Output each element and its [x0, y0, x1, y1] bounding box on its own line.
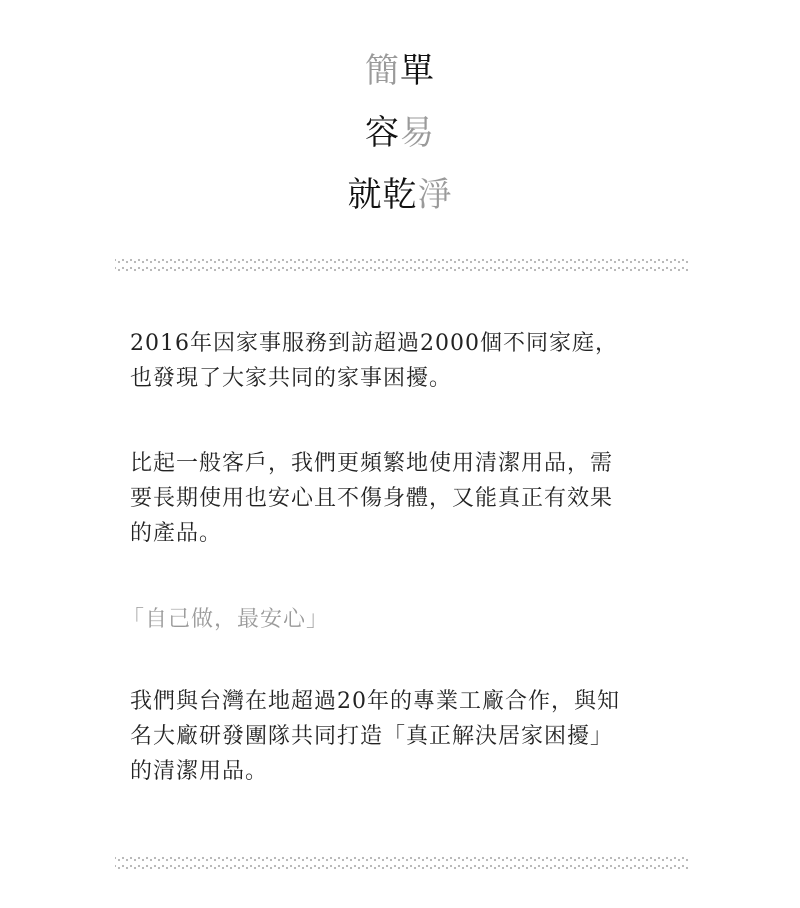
paragraph-needs	[130, 446, 690, 551]
paragraph-partnership	[130, 684, 690, 789]
heading-char: 淨	[417, 175, 453, 215]
text-line: 2016年因家事服務到訪超過2000個不同家庭，	[130, 331, 618, 356]
heading-char: 簡	[365, 51, 400, 91]
text-line: 要長期使用也安心且不傷身體，又能真正有效果	[130, 486, 614, 511]
dotted-divider-bottom	[115, 856, 690, 870]
text-line: 的清潔用品。	[130, 759, 269, 784]
paragraph-history	[130, 326, 690, 396]
text-line: 的產品。	[130, 521, 223, 546]
heading-line-3	[0, 164, 800, 226]
quote-line: 「自己做，最安心」	[122, 607, 330, 632]
heading-char: 就乾	[347, 175, 418, 215]
heading-char: 單	[400, 51, 435, 91]
text-line: 比起一般客戶，我們更頻繁地使用清潔用品，需	[130, 451, 614, 476]
dotted-divider-top	[115, 258, 690, 272]
heading-line-1	[0, 40, 800, 102]
quote-text	[122, 602, 682, 637]
text-line: 我們與台灣在地超過20年的專業工廠合作，與知	[130, 689, 620, 714]
heading-char: 易	[400, 113, 435, 153]
heading-line-2	[0, 102, 800, 164]
text-line: 也發現了大家共同的家事困擾。	[130, 366, 453, 391]
text-line: 名大廠研發團隊共同打造「真正解決居家困擾」	[130, 724, 614, 749]
heading-char: 容	[365, 113, 400, 153]
heading-block	[0, 40, 800, 226]
